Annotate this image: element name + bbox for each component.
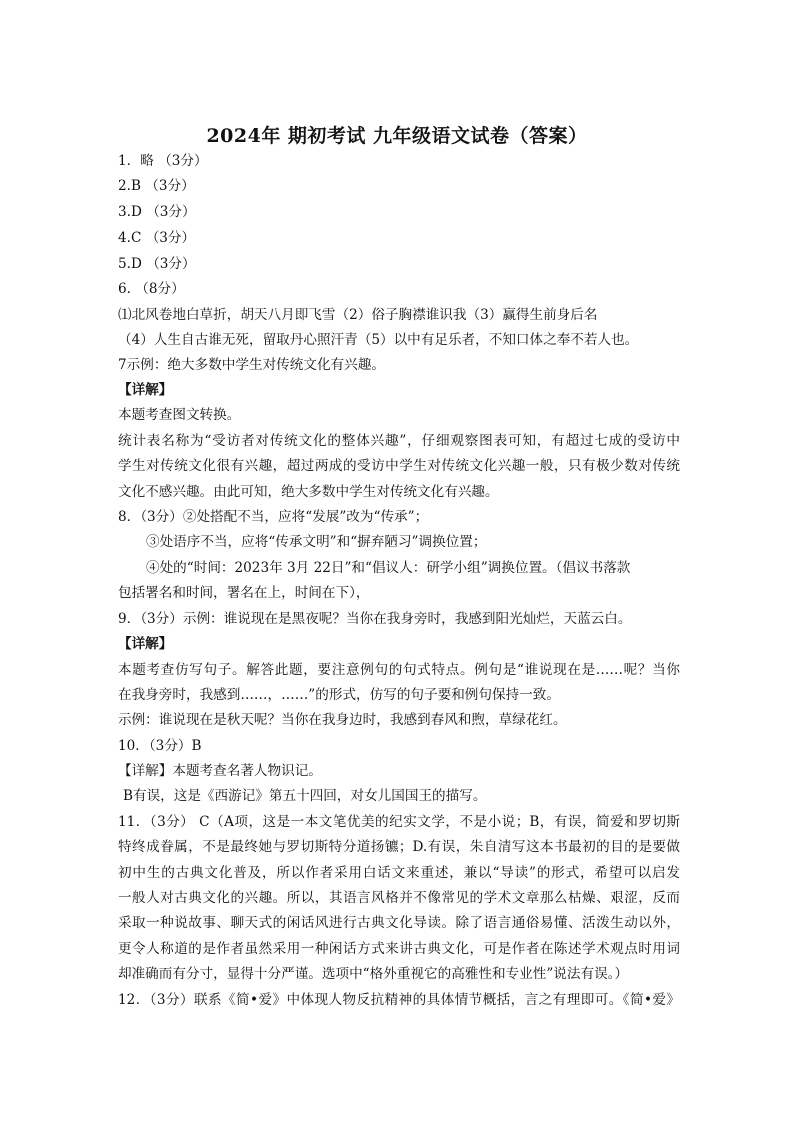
detail-text: 一般人对古典文化的兴趣。所以，其语言风格并不像常见的学术文章那么枯燥、艰涩，反而 xyxy=(118,890,680,906)
detail-text: 在我身旁时，我感到……，……”的形式，仿写的句子要和例句保持一致。 xyxy=(118,687,560,703)
detail-text: 特终成眷属，不是最终她与罗切斯特分道扬镳；D.有误，朱自清写这本书最初的目的是要做 xyxy=(118,839,680,855)
detail-text: 却准确而有分寸，显得十分严谨。选项中“格外重视它的高雅性和专业性”说法有误。） xyxy=(118,966,629,982)
detail-text: 【详解】本题考查名著人物识记。 xyxy=(118,763,322,779)
answer-line-7: 7示例：绝大多数中学生对传统文化有兴趣。 xyxy=(118,357,385,373)
detail-example: 示例：谁说现在是秋天呢？当你在我身边时，我感到春风和煦，草绿花红。 xyxy=(118,712,567,728)
detail-text: 本题考查仿写句子。解答此题，要注意例句的句式特点。例句是“谁说现在是……呢？当你 xyxy=(118,662,680,678)
document-title: 2024年 期初考试 九年级语文试卷（答案） xyxy=(206,125,588,147)
answer-line-8-note: 包括署名和时间，署名在上，时间在下）， xyxy=(118,585,370,601)
detail-text: 本题考查图文转换。 xyxy=(118,407,241,423)
answer-line-3: 3.D （3分） xyxy=(118,204,196,220)
detail-text: 采取一种说故事、聊天式的闲话风进行古典文化导读。除了语言通俗易懂、活泼生动以外， xyxy=(118,915,680,931)
answer-line-8: 8．（3分）②处搭配不当，应将“发展”改为“传承”； xyxy=(118,509,429,525)
answer-line-10: 10．（3分）B xyxy=(118,738,202,754)
detail-text: 学生对传统文化很有兴趣，超过两成的受访中学生对传统文化兴趣一般，只有极少数对传统 xyxy=(118,458,680,474)
answer-line-1: 1．略 （3分） xyxy=(118,153,208,169)
answer-line-6: 6. （8分） xyxy=(118,281,185,297)
answer-line-2: 2.B （3分） xyxy=(118,178,195,194)
answer-line-9: 9．（3分）示例：谁说现在是黑夜呢？当你在我身旁时，我感到阳光灿烂，天蓝云白。 xyxy=(118,611,632,627)
answer-line-8-point4: ④处的“时间：2023年 3月 22日”和“倡议人：研学小组”调换位置。（倡议书落款 xyxy=(146,560,631,576)
answer-line-11: 11．（3分） C（A项，这是一本文笔优美的纪实文学，不是小说；B，有误，简爱和罗切斯 xyxy=(118,814,680,830)
detail-text: 文化不感兴趣。由此可知，绝大多数中学生对传统文化有兴趣。 xyxy=(118,484,499,500)
answer-line-8-point3: ③处语序不当，应将“传承文明”和“摒弃陋习”调换位置； xyxy=(146,534,487,550)
detail-text: 更令人称道的是作者虽然采用一种闲话方式来讲古典文化，可是作者在陈述学术观点时用词 xyxy=(118,941,680,957)
answer-line-4: 4.C （3分） xyxy=(118,230,196,246)
answer-line-6-part1: ⑴北风卷地白草折，胡天八月即飞雪（2）俗子胸襟谁识我（3）赢得生前身后名 xyxy=(118,307,598,323)
detail-text: 统计表名称为“受访者对传统文化的整体兴趣”，仔细观察图表可知，有超过七成的受访中 xyxy=(118,433,680,449)
detail-text: B有误，这是《西游记》第五十四回，对女儿国国王的描写。 xyxy=(123,788,487,804)
answer-line-12: 12．（3分）联系《简•爱》中体现人物反抗精神的具体情节概括，言之有理即可。《简•爱》 xyxy=(118,992,680,1008)
answer-line-5: 5.D （3分） xyxy=(118,256,196,272)
answer-line-6-part2: （4）人生自古谁无死，留取丹心照汗青（5）以中有足乐者，不知口体之奉不若人也。 xyxy=(118,332,639,348)
detail-text: 初中生的古典文化普及，所以作者采用白话文来重述，兼以“导读”的形式，希望可以启发 xyxy=(118,865,680,881)
detail-heading: 【详解】 xyxy=(118,382,173,398)
detail-heading: 【详解】 xyxy=(118,636,173,652)
